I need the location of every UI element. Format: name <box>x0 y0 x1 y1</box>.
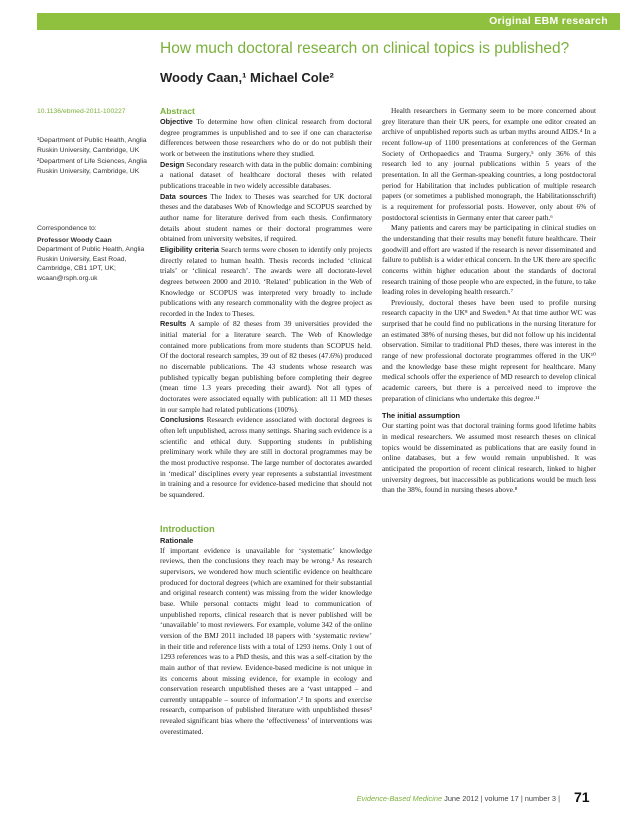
article-authors: Woody Caan,¹ Michael Cole² <box>160 70 334 85</box>
results-text: A sample of 82 theses from 39 universities provided the initial material for a literature search. The Web of Knowledge contained more publications from more students than SCOPUS held. Of the doctoral research samples, 39 out of 82 theses (47.6%) produced no discernable publications. The 43 students whose research was published typically began publishing before completing their degree (mean time 1.3 years preceding their award). Not all types of doctorates were associated equally with publication: all 11 MD theses in our sample had related publications (100%). <box>160 319 372 414</box>
article-title: How much doctoral research on clinical topics is published? <box>160 40 570 57</box>
doi-link[interactable]: 10.1136/ebmed-2011-100227 <box>37 108 126 115</box>
abstract-criteria <box>160 245 372 320</box>
column-right <box>382 106 596 496</box>
correspondence-address: Department of Public Health, Anglia Ruskin University, East Road, Cambridge, CB1 1PT, UK; wcaan@rsph.org.uk <box>37 246 145 282</box>
assumption-heading: The initial assumption <box>382 411 461 421</box>
criteria-text: Search terms were chosen to identify only projects directly related to human health. Thesis records included ‘clinical trials’ or ‘clinical research’. The awards were all doctorate-level degrees between 2000 and 2010. ‘Related’ publication in the Web of Knowledge or SCOPUS was interpreted very broadly to include publications with any research commonality with the degree project as recorded in the Index to Theses. <box>160 244 372 318</box>
affiliation-1: ¹Department of Public Health, Anglia Ruskin University, Cambridge, UK <box>37 137 147 154</box>
abstract-heading: Abstract <box>160 106 195 116</box>
intro-paragraph-4: Previously, doctoral theses have been used to profile nursing research capacity in the UK⁸ and Sweden.⁹ At that time author WC was surprised that he could find no publications in the nursing literature for an estimated 38% of nursing theses, but did not follow up his incidental observation. Similar to traditional PhD theses, there was interest in the range of new professional doctorate programmes offered in the UK¹⁰ and the knowledge base these might represent for healthcare. Many medical schools offer the experience of MD research to develop clinical academic careers, but there is a perceived need to improve the preparation of clinicians who undertake this degree.¹¹ <box>382 297 596 403</box>
introduction-heading: Introduction <box>160 522 215 534</box>
sources-text: The Index to Theses was searched for UK doctoral theses and the databases Web of Knowledge and SCOPUS searched by author name for literature derived from each thesis. Confirmatory details about student names or their doctoral programmes were obtained from university websites, if required. <box>160 191 372 244</box>
page-footer <box>357 794 560 803</box>
abstract-sources <box>160 192 372 245</box>
correspondence-name: Professor Woody Caan <box>37 236 112 244</box>
objective-label: Objective <box>160 117 193 126</box>
design-label: Design <box>160 159 185 169</box>
affiliations <box>37 136 152 178</box>
sources-label: Data sources <box>160 191 208 201</box>
issue-info: June 2012 | volume 17 | number 3 | <box>444 794 560 803</box>
conclusions-text: Research evidence associated with doctoral degrees is often left unpublished, across many settings. Sharing such evidence is a scientific and ethical duty. Supporting students in publishing preliminary work while they are still in doctoral programmes may be the most productive response. The large number of doctorates awarded in ‘medical’ disciplines every year represents a substantial investment in training and a resource for evidence-based medicine that should not be squandered. <box>160 415 372 499</box>
abstract-results <box>160 319 372 415</box>
correspondence <box>37 224 152 286</box>
abstract-objective <box>160 117 372 160</box>
page-number: 71 <box>574 789 590 805</box>
results-label: Results <box>160 319 187 329</box>
objective-text: To determine how often clinical research from doctoral degree programmes is unpublished and to see if one can characterise differences between those researchers who do or do not publish their work or between the institutions where they studied. <box>160 117 372 158</box>
intro-paragraph-2: Health researchers in Germany seem to be more concerned about grey literature than their UK peers, for example one editor created an archive of unpublished reports such as urban myths around AIDS.⁴ In a recent follow-up of 1100 presentations at conferences of the German Society of Orthopaedics and Trauma Surgery,⁵ only 36% of this research led to any journal publications within 5 years of the presentation. In all the German-speaking countries, a long postdoctoral period for Habilitation that includes publication of multiple research papers (or sometimes a published monograph, the Habilitationsschrift) is a requirement for professorial posts. However, only about 6% of postdoctoral scientists in Germany enter that career path.⁶ <box>382 106 596 222</box>
conclusions-label: Conclusions <box>160 415 204 425</box>
intro-paragraph-3: Many patients and carers may be participating in clinical studies on the understanding that their results may benefit future healthcare. Their goodwill and effort are wasted if the research is never disseminated and failure to publish is a wider ethical concern. In the UK there are specific concerns within higher education about the standards of doctoral research training of those people who are expected, in the future, to take leading roles in developing health research.⁷ <box>382 223 596 297</box>
intro-paragraph-5: Our starting point was that doctoral training forms good lifetime habits in medical researchers. We assumed most research theses on clinical topics would be disseminated as publications that are easily found in online databases, but a few would remain unpublished. It was anticipated the proportion of recent clinical research, linked to higher university degrees, but inaccessible as publications would be much less than the 38%, found in nursing theses above.⁸ <box>382 421 596 495</box>
design-text: Secondary research with data in the public domain: combining a national dataset of healthcare doctoral theses with related publications traceable in two widely accessible databases. <box>160 159 372 190</box>
criteria-label: Eligibility criteria <box>160 244 219 254</box>
rationale-heading: Rationale <box>160 535 194 545</box>
correspondence-label: Correspondence to: <box>37 225 97 232</box>
intro-paragraph-1: If important evidence is unavailable for ‘systematic’ knowledge reviews, then the conclusions they reach may be wrong.¹ As research supervisors, we wondered how much scientific evidence on healthcare produced for doctoral degrees (which are examined for their substantial and original research content) was missing from the wider knowledge base. While personal contacts might lead to communication of unpublished reports, clinical research that is never published will be ‘unavailable’ to most reviewers. For example, volume 342 of the online version of the BMJ 2011 included 18 papers with ‘systematic review’ in their title and reference lists with a total of 1293 items. Only 1 out of 1293 references was to a PhD thesis, and this was a self-citation by the main author of that review. Evidence-based medicine is not unique in its concerns about missing evidence, for example in ecology and conservation research unpublished theses are a ‘vast untapped – and currently untappable – source of information’.² In sports and exercise research, comparison of published literature with unpublished theses³ revealed significant bias where the ‘effectiveness’ of interventions was overestimated. <box>160 545 372 736</box>
abstract-conclusions <box>160 415 372 500</box>
affiliation-2: ²Department of Life Sciences, Anglia Ruskin University, Cambridge, UK <box>37 158 147 175</box>
journal-name: Evidence-Based Medicine <box>356 794 443 803</box>
column-left <box>160 106 372 736</box>
abstract-design <box>160 160 372 192</box>
section-banner: Original EBM research <box>37 13 620 30</box>
